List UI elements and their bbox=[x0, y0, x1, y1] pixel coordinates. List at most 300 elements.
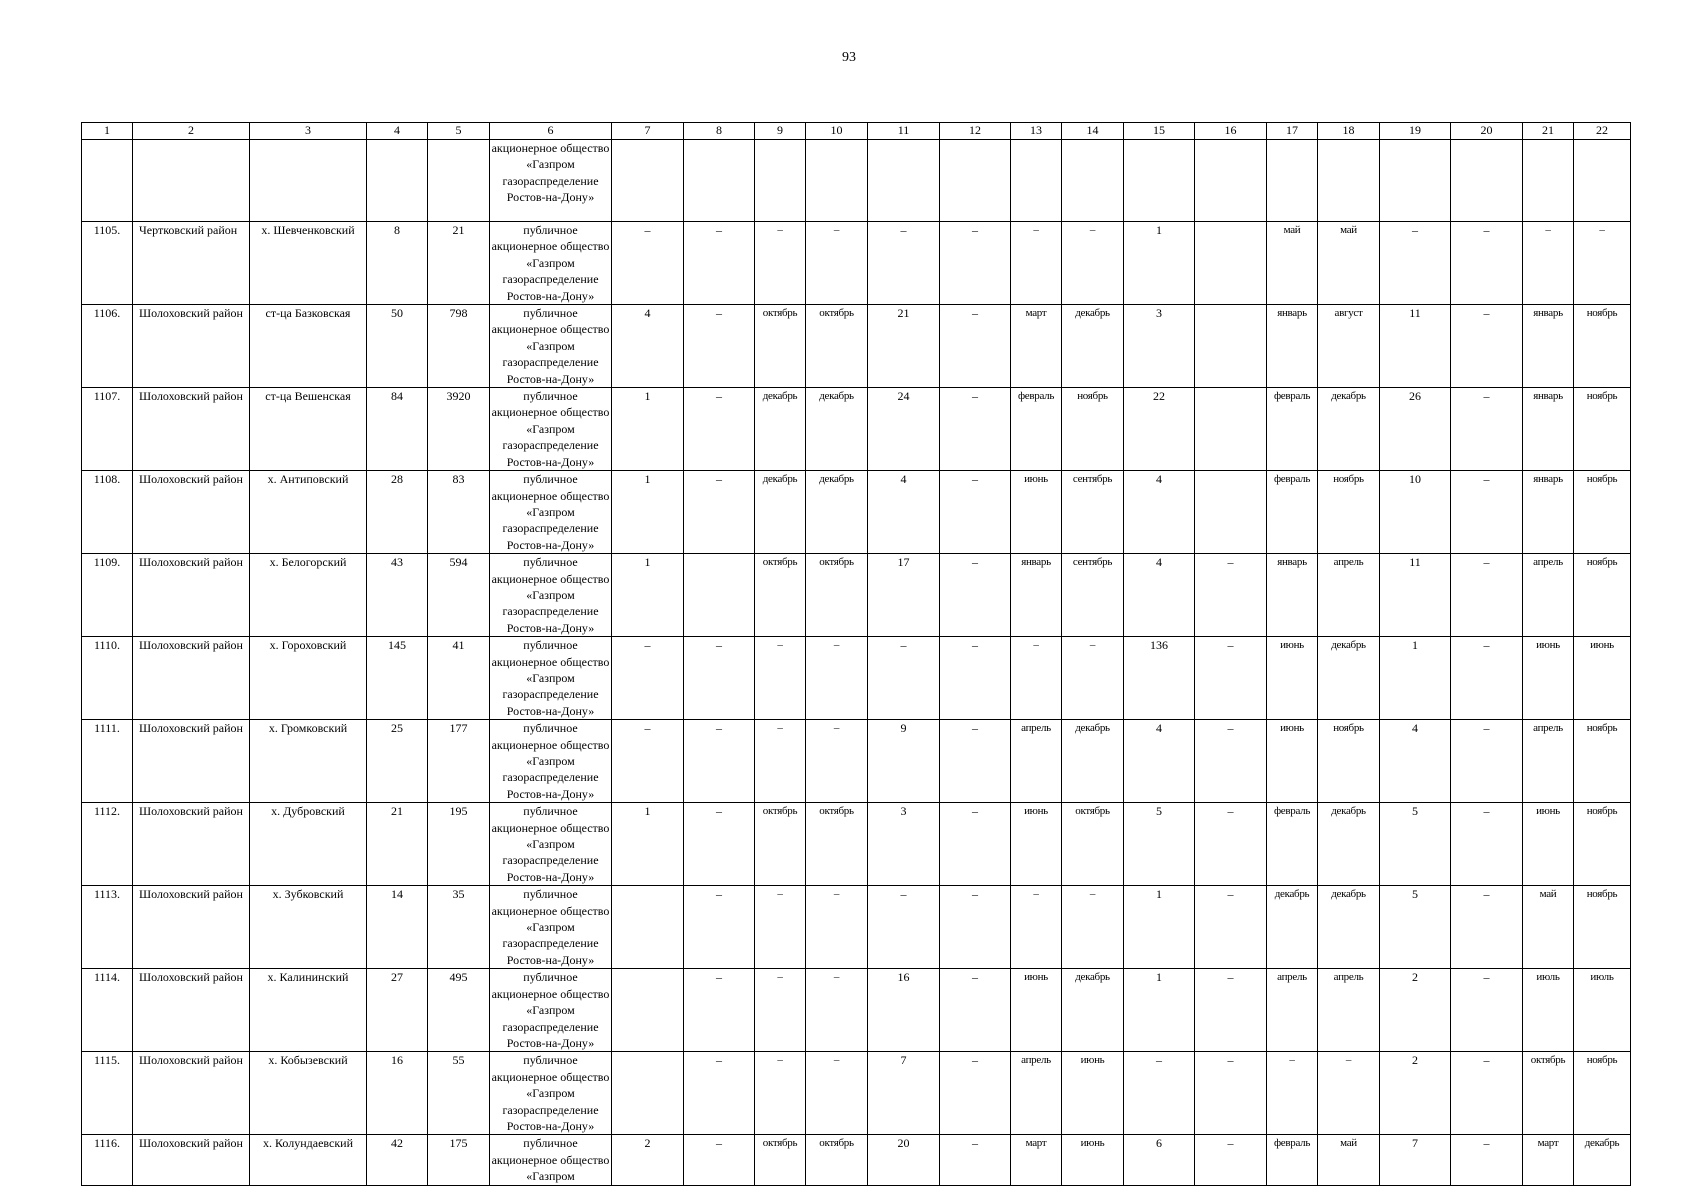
column-header-5: 5 bbox=[428, 123, 490, 140]
table-cell-col-9: декабрь bbox=[755, 471, 806, 554]
table-cell-col-3: х. Антиповский bbox=[250, 471, 367, 554]
table-cell-col-14: октябрь bbox=[1062, 803, 1124, 886]
table-cell-col-10: – bbox=[806, 222, 868, 305]
table-cell-col-14: декабрь bbox=[1062, 305, 1124, 388]
table-cell-col-16 bbox=[1195, 305, 1267, 388]
table-cell-col-3: х. Гороховский bbox=[250, 637, 367, 720]
table-cell-col-5: 35 bbox=[428, 886, 490, 969]
table-cell-col-15: 3 bbox=[1124, 305, 1195, 388]
table-cell-col-20: – bbox=[1451, 803, 1523, 886]
table-cell-col-2: Шолоховский район bbox=[133, 803, 250, 886]
table-cell-col-3: х. Калининский bbox=[250, 969, 367, 1052]
table-cell-col-22: ноябрь bbox=[1574, 305, 1631, 388]
table-cell-col-5: 594 bbox=[428, 554, 490, 637]
table-cell-col-1: 1107. bbox=[82, 388, 133, 471]
table-cell-col-19: 26 bbox=[1380, 388, 1451, 471]
table-cell-col-15: 1 bbox=[1124, 222, 1195, 305]
table-cell-col-11: – bbox=[868, 222, 940, 305]
table-cell-col-12: – bbox=[940, 803, 1011, 886]
table-cell-col-15: 22 bbox=[1124, 388, 1195, 471]
table-cell-col-22: ноябрь bbox=[1574, 1052, 1631, 1135]
table-cell-col-10: декабрь bbox=[806, 388, 868, 471]
table-cell-col-1: 1114. bbox=[82, 969, 133, 1052]
table-cell-col-10: – bbox=[806, 969, 868, 1052]
table-cell-col-8: – bbox=[684, 969, 755, 1052]
column-header-22: 22 bbox=[1574, 123, 1631, 140]
table-cell-col-13: март bbox=[1011, 305, 1062, 388]
table-cell-col-21: январь bbox=[1523, 388, 1574, 471]
table-cell-col-17: – bbox=[1267, 1052, 1318, 1135]
table-cell-col-22: июнь bbox=[1574, 637, 1631, 720]
table-cell-col-12: – bbox=[940, 1135, 1011, 1185]
table-cell-col-9: – bbox=[755, 637, 806, 720]
table-cell-col-9: – bbox=[755, 222, 806, 305]
table-cell-col-7 bbox=[612, 140, 684, 222]
table-cell-col-15: 1 bbox=[1124, 969, 1195, 1052]
table-cell-col-10: октябрь bbox=[806, 1135, 868, 1185]
table-cell-col-7: 2 bbox=[612, 1135, 684, 1185]
table-cell-col-9: – bbox=[755, 720, 806, 803]
table-cell-col-1: 1108. bbox=[82, 471, 133, 554]
table-row bbox=[82, 222, 1631, 305]
column-header-13: 13 bbox=[1011, 123, 1062, 140]
data-table bbox=[81, 122, 1631, 1186]
table-cell-col-20: – bbox=[1451, 554, 1523, 637]
table-cell-col-21: июнь bbox=[1523, 803, 1574, 886]
table-cell-col-17: январь bbox=[1267, 305, 1318, 388]
table-cell-col-16 bbox=[1195, 388, 1267, 471]
table-cell-col-22: ноябрь bbox=[1574, 388, 1631, 471]
column-header-7: 7 bbox=[612, 123, 684, 140]
table-cell-col-5: 21 bbox=[428, 222, 490, 305]
table-cell-col-13: – bbox=[1011, 886, 1062, 969]
table-cell-col-5: 177 bbox=[428, 720, 490, 803]
table-cell-col-16: – bbox=[1195, 803, 1267, 886]
table-cell-col-20: – bbox=[1451, 388, 1523, 471]
table-cell-col-7 bbox=[612, 886, 684, 969]
table-cell-col-12: – bbox=[940, 969, 1011, 1052]
table-cell-col-2: Шолоховский район bbox=[133, 554, 250, 637]
table-cell-col-8 bbox=[684, 554, 755, 637]
table-cell-col-15: 4 bbox=[1124, 554, 1195, 637]
table-cell-col-22: – bbox=[1574, 222, 1631, 305]
table-cell-col-11: 21 bbox=[868, 305, 940, 388]
table-cell-col-11: – bbox=[868, 886, 940, 969]
table-cell-col-19: 10 bbox=[1380, 471, 1451, 554]
table-cell-col-10: декабрь bbox=[806, 471, 868, 554]
table-cell-col-6: публичное акционерное общество «Газпром газораспределение Ростов-на-Дону» bbox=[490, 554, 612, 637]
table-cell-col-21: октябрь bbox=[1523, 1052, 1574, 1135]
table-cell-col-14: июнь bbox=[1062, 1052, 1124, 1135]
table-cell-col-20: – bbox=[1451, 471, 1523, 554]
table-cell-col-4: 25 bbox=[367, 720, 428, 803]
table-cell-col-5: 83 bbox=[428, 471, 490, 554]
table-cell-col-20: – bbox=[1451, 637, 1523, 720]
table-cell-col-14: – bbox=[1062, 637, 1124, 720]
table-cell-col-18: август bbox=[1318, 305, 1380, 388]
table-cell-col-8: – bbox=[684, 471, 755, 554]
table-cell-col-9: – bbox=[755, 886, 806, 969]
table-cell-col-7: 1 bbox=[612, 471, 684, 554]
column-header-21: 21 bbox=[1523, 123, 1574, 140]
table-cell-col-8: – bbox=[684, 1135, 755, 1185]
table-cell-col-20: – bbox=[1451, 969, 1523, 1052]
table-cell-col-13: – bbox=[1011, 637, 1062, 720]
table-cell-col-12: – bbox=[940, 388, 1011, 471]
table-cell-col-16: – bbox=[1195, 886, 1267, 969]
table-cell-col-21: январь bbox=[1523, 471, 1574, 554]
table-cell-col-9: – bbox=[755, 1052, 806, 1135]
table-cell-col-3: х. Кобызевский bbox=[250, 1052, 367, 1135]
table-cell-col-13: – bbox=[1011, 222, 1062, 305]
table-cell-col-11: 4 bbox=[868, 471, 940, 554]
table-cell-col-17: май bbox=[1267, 222, 1318, 305]
table-cell-col-18: декабрь bbox=[1318, 388, 1380, 471]
table-cell-col-18: декабрь bbox=[1318, 886, 1380, 969]
table-cell-col-14: сентябрь bbox=[1062, 554, 1124, 637]
table-cell-col-8: – bbox=[684, 388, 755, 471]
table-cell-col-5: 41 bbox=[428, 637, 490, 720]
table-cell-col-19: 2 bbox=[1380, 969, 1451, 1052]
table-cell-col-21: апрель bbox=[1523, 554, 1574, 637]
table-row bbox=[82, 803, 1631, 886]
table-cell-col-2: Шолоховский район bbox=[133, 720, 250, 803]
header-row bbox=[82, 123, 1631, 140]
table-cell-col-3: ст-ца Базковская bbox=[250, 305, 367, 388]
table-cell-col-2: Шолоховский район bbox=[133, 886, 250, 969]
table-cell-col-19: 5 bbox=[1380, 803, 1451, 886]
table-cell-col-19: 4 bbox=[1380, 720, 1451, 803]
table-cell-col-4 bbox=[367, 140, 428, 222]
table-cell-col-7 bbox=[612, 1052, 684, 1135]
table-cell-col-4: 145 bbox=[367, 637, 428, 720]
table-cell-col-4: 50 bbox=[367, 305, 428, 388]
column-header-1: 1 bbox=[82, 123, 133, 140]
table-cell-col-16: – bbox=[1195, 969, 1267, 1052]
table-cell-col-6: публичное акционерное общество «Газпром газораспределение Ростов-на-Дону» bbox=[490, 720, 612, 803]
table-cell-col-11: 16 bbox=[868, 969, 940, 1052]
table-row bbox=[82, 471, 1631, 554]
table-cell-col-16 bbox=[1195, 222, 1267, 305]
column-header-15: 15 bbox=[1124, 123, 1195, 140]
table-cell-col-14: декабрь bbox=[1062, 720, 1124, 803]
table-cell-col-2: Шолоховский район bbox=[133, 471, 250, 554]
table-cell-col-14: ноябрь bbox=[1062, 388, 1124, 471]
table-cell-col-17: июнь bbox=[1267, 637, 1318, 720]
table-cell-col-17: февраль bbox=[1267, 803, 1318, 886]
table-cell-col-12: – bbox=[940, 471, 1011, 554]
table-cell-col-12: – bbox=[940, 1052, 1011, 1135]
table-cell-col-12: – bbox=[940, 305, 1011, 388]
table-cell-col-14: июнь bbox=[1062, 1135, 1124, 1185]
table-cell-col-7: – bbox=[612, 637, 684, 720]
table-cell-col-2: Шолоховский район bbox=[133, 388, 250, 471]
table-cell-col-4: 42 bbox=[367, 1135, 428, 1185]
table-cell-col-2: Шолоховский район bbox=[133, 1135, 250, 1185]
table-cell-col-11: 9 bbox=[868, 720, 940, 803]
table-cell-col-4: 28 bbox=[367, 471, 428, 554]
table-cell-col-17: январь bbox=[1267, 554, 1318, 637]
table-cell-col-5: 798 bbox=[428, 305, 490, 388]
table-cell-col-6: публичное акционерное общество «Газпром газораспределение Ростов-на-Дону» bbox=[490, 471, 612, 554]
table-cell-col-13: январь bbox=[1011, 554, 1062, 637]
table-cell-col-5 bbox=[428, 140, 490, 222]
table-body bbox=[82, 140, 1631, 1186]
column-header-6: 6 bbox=[490, 123, 612, 140]
table-cell-col-6: публичное акционерное общество «Газпром газораспределение Ростов-на-Дону» bbox=[490, 886, 612, 969]
table-cell-col-14: декабрь bbox=[1062, 969, 1124, 1052]
table-cell-col-15: 1 bbox=[1124, 886, 1195, 969]
table-cell-col-22: ноябрь bbox=[1574, 886, 1631, 969]
table-cell-col-6: публичное акционерное общество «Газпром газораспределение Ростов-на-Дону» bbox=[490, 222, 612, 305]
table-cell-col-21 bbox=[1523, 140, 1574, 222]
table-cell-col-22: декабрь bbox=[1574, 1135, 1631, 1185]
table-cell-col-5: 195 bbox=[428, 803, 490, 886]
table-cell-col-8: – bbox=[684, 803, 755, 886]
table-row bbox=[82, 969, 1631, 1052]
column-header-18: 18 bbox=[1318, 123, 1380, 140]
table-cell-col-22: ноябрь bbox=[1574, 803, 1631, 886]
table-cell-col-15: 136 bbox=[1124, 637, 1195, 720]
table-row bbox=[82, 554, 1631, 637]
table-cell-col-12: – bbox=[940, 637, 1011, 720]
table-cell-col-21: апрель bbox=[1523, 720, 1574, 803]
table-cell-col-20 bbox=[1451, 140, 1523, 222]
table-cell-col-13: июнь bbox=[1011, 803, 1062, 886]
table-cell-col-10: октябрь bbox=[806, 554, 868, 637]
table-cell-col-18 bbox=[1318, 140, 1380, 222]
table-cell-col-3: х. Громковский bbox=[250, 720, 367, 803]
table-cell-col-19: 2 bbox=[1380, 1052, 1451, 1135]
table-cell-col-1: 1113. bbox=[82, 886, 133, 969]
table-cell-col-8: – bbox=[684, 305, 755, 388]
table-cell-col-22: ноябрь bbox=[1574, 720, 1631, 803]
table-cell-col-18: декабрь bbox=[1318, 803, 1380, 886]
table-cell-col-4: 16 bbox=[367, 1052, 428, 1135]
table-cell-col-14: – bbox=[1062, 886, 1124, 969]
table-cell-col-6: акционерное общество «Газпром газораспределение Ростов-на-Дону» bbox=[490, 140, 612, 222]
table-row bbox=[82, 388, 1631, 471]
table-cell-col-17: февраль bbox=[1267, 388, 1318, 471]
table-cell-col-10 bbox=[806, 140, 868, 222]
table-cell-col-16: – bbox=[1195, 720, 1267, 803]
table-cell-col-6: публичное акционерное общество «Газпром газораспределение Ростов-на-Дону» bbox=[490, 388, 612, 471]
table-cell-col-7: 1 bbox=[612, 388, 684, 471]
table-cell-col-18: май bbox=[1318, 222, 1380, 305]
table-cell-col-6: публичное акционерное общество «Газпром газораспределение Ростов-на-Дону» bbox=[490, 803, 612, 886]
table-cell-col-12: – bbox=[940, 222, 1011, 305]
table-cell-col-9: – bbox=[755, 969, 806, 1052]
table-cell-col-6: публичное акционерное общество «Газпром газораспределение Ростов-на-Дону» bbox=[490, 969, 612, 1052]
table-cell-col-1 bbox=[82, 140, 133, 222]
table-cell-col-11: 7 bbox=[868, 1052, 940, 1135]
table-cell-col-18: – bbox=[1318, 1052, 1380, 1135]
table-cell-col-1: 1105. bbox=[82, 222, 133, 305]
table-cell-col-4: 8 bbox=[367, 222, 428, 305]
table-cell-col-2 bbox=[133, 140, 250, 222]
table-cell-col-18: апрель bbox=[1318, 969, 1380, 1052]
table-cell-col-1: 1109. bbox=[82, 554, 133, 637]
table-cell-col-11 bbox=[868, 140, 940, 222]
table-cell-col-21: июнь bbox=[1523, 637, 1574, 720]
table-cell-col-20: – bbox=[1451, 1052, 1523, 1135]
table-cell-col-1: 1110. bbox=[82, 637, 133, 720]
table-cell-col-8: – bbox=[684, 637, 755, 720]
table-cell-col-12: – bbox=[940, 554, 1011, 637]
table-cell-col-3: ст-ца Вешенская bbox=[250, 388, 367, 471]
column-header-20: 20 bbox=[1451, 123, 1523, 140]
table-cell-col-14: – bbox=[1062, 222, 1124, 305]
table-cell-col-10: октябрь bbox=[806, 803, 868, 886]
table-cell-col-21: январь bbox=[1523, 305, 1574, 388]
table-cell-col-20: – bbox=[1451, 1135, 1523, 1185]
table-cell-col-8: – bbox=[684, 1052, 755, 1135]
table-cell-col-11: 20 bbox=[868, 1135, 940, 1185]
table-row bbox=[82, 1135, 1631, 1185]
table-cell-col-6: публичное акционерное общество «Газпром bbox=[490, 1135, 612, 1185]
table-cell-col-17 bbox=[1267, 140, 1318, 222]
table-cell-col-13: июнь bbox=[1011, 969, 1062, 1052]
table-cell-col-13: апрель bbox=[1011, 1052, 1062, 1135]
table-cell-col-22: ноябрь bbox=[1574, 554, 1631, 637]
table-cell-col-12: – bbox=[940, 720, 1011, 803]
column-header-16: 16 bbox=[1195, 123, 1267, 140]
table-cell-col-14 bbox=[1062, 140, 1124, 222]
table-cell-col-7: 1 bbox=[612, 803, 684, 886]
table-cell-col-17: декабрь bbox=[1267, 886, 1318, 969]
table-cell-col-8 bbox=[684, 140, 755, 222]
table-cell-col-9 bbox=[755, 140, 806, 222]
table-cell-col-20: – bbox=[1451, 720, 1523, 803]
table-cell-col-9: октябрь bbox=[755, 803, 806, 886]
table-cell-col-18: ноябрь bbox=[1318, 471, 1380, 554]
column-header-12: 12 bbox=[940, 123, 1011, 140]
table-cell-col-3: х. Белогорский bbox=[250, 554, 367, 637]
table-cell-col-13: март bbox=[1011, 1135, 1062, 1185]
table-cell-col-2: Шолоховский район bbox=[133, 1052, 250, 1135]
table-cell-col-15: 4 bbox=[1124, 471, 1195, 554]
table-cell-col-8: – bbox=[684, 886, 755, 969]
column-header-11: 11 bbox=[868, 123, 940, 140]
table-cell-col-15 bbox=[1124, 140, 1195, 222]
table-cell-col-9: октябрь bbox=[755, 1135, 806, 1185]
table-cell-col-5: 55 bbox=[428, 1052, 490, 1135]
table-cell-col-18: ноябрь bbox=[1318, 720, 1380, 803]
column-header-10: 10 bbox=[806, 123, 868, 140]
table-cell-col-11: 24 bbox=[868, 388, 940, 471]
table-cell-col-1: 1111. bbox=[82, 720, 133, 803]
table-cell-col-17: февраль bbox=[1267, 471, 1318, 554]
table-cell-col-17: февраль bbox=[1267, 1135, 1318, 1185]
table-cell-col-7: 1 bbox=[612, 554, 684, 637]
table-cell-col-1: 1115. bbox=[82, 1052, 133, 1135]
table-cell-col-17: апрель bbox=[1267, 969, 1318, 1052]
column-header-14: 14 bbox=[1062, 123, 1124, 140]
table-cell-col-16: – bbox=[1195, 1135, 1267, 1185]
column-header-8: 8 bbox=[684, 123, 755, 140]
column-header-3: 3 bbox=[250, 123, 367, 140]
table-cell-col-12: – bbox=[940, 886, 1011, 969]
table-cell-col-9: октябрь bbox=[755, 305, 806, 388]
table-cell-col-7 bbox=[612, 969, 684, 1052]
table-cell-col-1: 1106. bbox=[82, 305, 133, 388]
table-cell-col-3: х. Дубровский bbox=[250, 803, 367, 886]
table-cell-col-7: – bbox=[612, 222, 684, 305]
table-cell-col-3: х. Колундаевский bbox=[250, 1135, 367, 1185]
table-cell-col-15: 4 bbox=[1124, 720, 1195, 803]
table-cell-col-1: 1116. bbox=[82, 1135, 133, 1185]
table-cell-col-22: июль bbox=[1574, 969, 1631, 1052]
table-cell-col-6: публичное акционерное общество «Газпром газораспределение Ростов-на-Дону» bbox=[490, 637, 612, 720]
table-cell-col-18: декабрь bbox=[1318, 637, 1380, 720]
table-cell-col-19: 7 bbox=[1380, 1135, 1451, 1185]
table-cell-col-15: 5 bbox=[1124, 803, 1195, 886]
table-cell-col-11: – bbox=[868, 637, 940, 720]
table-cell-col-16 bbox=[1195, 140, 1267, 222]
table-cell-col-12 bbox=[940, 140, 1011, 222]
table-cell-col-16: – bbox=[1195, 554, 1267, 637]
table-cell-col-10: – bbox=[806, 720, 868, 803]
table-cell-col-11: 17 bbox=[868, 554, 940, 637]
table-cell-col-16 bbox=[1195, 471, 1267, 554]
table-cell-col-4: 84 bbox=[367, 388, 428, 471]
table-row bbox=[82, 886, 1631, 969]
table-cell-col-9: октябрь bbox=[755, 554, 806, 637]
table-cell-col-16: – bbox=[1195, 1052, 1267, 1135]
table-cell-col-2: Чертковский район bbox=[133, 222, 250, 305]
table-cell-col-8: – bbox=[684, 720, 755, 803]
table-row bbox=[82, 720, 1631, 803]
table-cell-col-3 bbox=[250, 140, 367, 222]
table-cell-col-10: октябрь bbox=[806, 305, 868, 388]
table-cell-col-22: ноябрь bbox=[1574, 471, 1631, 554]
table-cell-col-21: июль bbox=[1523, 969, 1574, 1052]
column-header-19: 19 bbox=[1380, 123, 1451, 140]
table-cell-col-2: Шолоховский район bbox=[133, 969, 250, 1052]
column-header-9: 9 bbox=[755, 123, 806, 140]
table-cell-col-13: апрель bbox=[1011, 720, 1062, 803]
table-cell-col-10: – bbox=[806, 637, 868, 720]
table-cell-col-4: 14 bbox=[367, 886, 428, 969]
table-cell-col-19 bbox=[1380, 140, 1451, 222]
table-cell-col-16: – bbox=[1195, 637, 1267, 720]
table-cell-col-18: апрель bbox=[1318, 554, 1380, 637]
table-cell-col-3: х. Зубковский bbox=[250, 886, 367, 969]
table-cell-col-19: 1 bbox=[1380, 637, 1451, 720]
table-row bbox=[82, 637, 1631, 720]
page-number: 93 bbox=[842, 50, 856, 65]
table-cell-col-19: 11 bbox=[1380, 305, 1451, 388]
column-header-4: 4 bbox=[367, 123, 428, 140]
table-cell-col-20: – bbox=[1451, 305, 1523, 388]
table-cell-col-5: 175 bbox=[428, 1135, 490, 1185]
table-row bbox=[82, 140, 1631, 222]
table-cell-col-19: 5 bbox=[1380, 886, 1451, 969]
table-row bbox=[82, 1052, 1631, 1135]
table-cell-col-14: сентябрь bbox=[1062, 471, 1124, 554]
table-cell-col-13 bbox=[1011, 140, 1062, 222]
table-cell-col-2: Шолоховский район bbox=[133, 637, 250, 720]
table-cell-col-22 bbox=[1574, 140, 1631, 222]
table-cell-col-13: июнь bbox=[1011, 471, 1062, 554]
table-cell-col-20: – bbox=[1451, 886, 1523, 969]
table-cell-col-4: 27 bbox=[367, 969, 428, 1052]
table-cell-col-20: – bbox=[1451, 222, 1523, 305]
column-header-2: 2 bbox=[133, 123, 250, 140]
table-cell-col-10: – bbox=[806, 1052, 868, 1135]
table-cell-col-6: публичное акционерное общество «Газпром газораспределение Ростов-на-Дону» bbox=[490, 1052, 612, 1135]
table-cell-col-2: Шолоховский район bbox=[133, 305, 250, 388]
